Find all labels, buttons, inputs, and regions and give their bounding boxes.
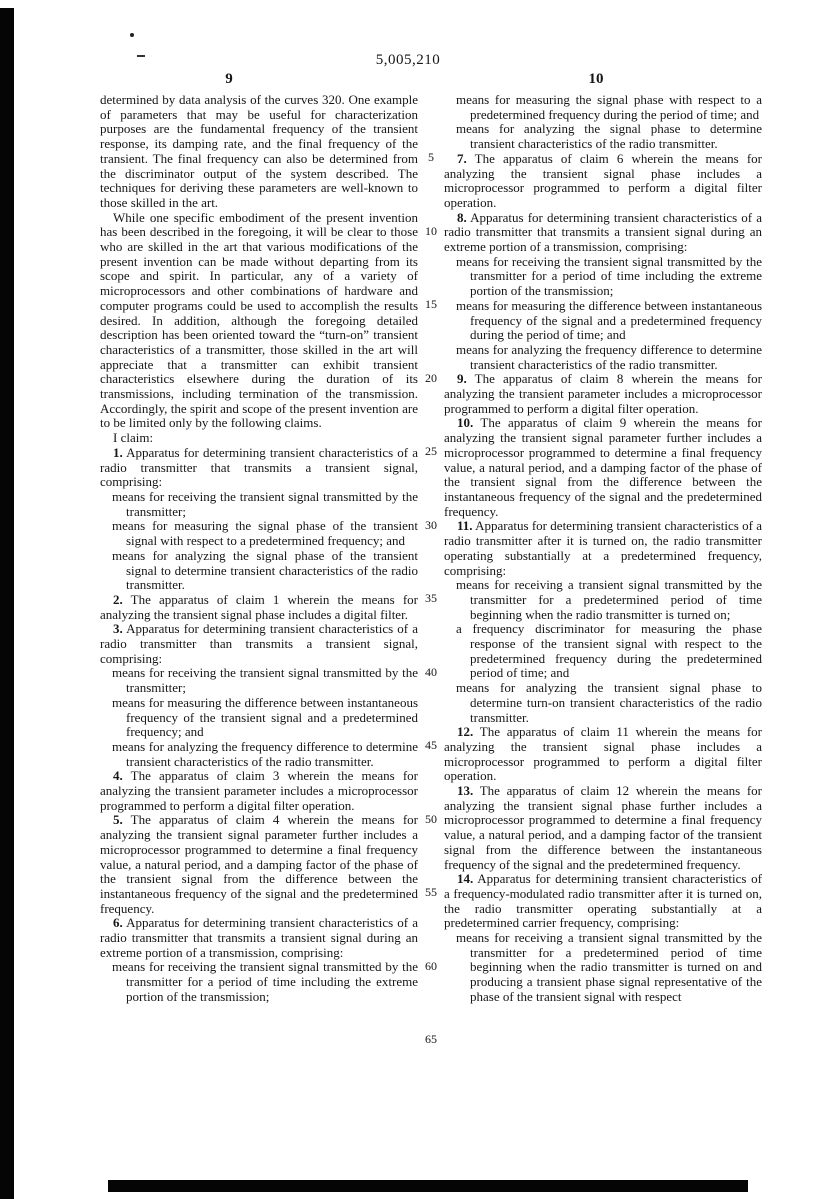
claim-paragraph: 6. Apparatus for determining transient characteristics of a radio transmitter that transmits a transient signal during an extreme portion of a transmission, comprising: — [100, 915, 418, 960]
paragraph: means for analyzing the transient signal phase to determine turn-on transient characteristics of the radio transmitter. — [456, 680, 762, 725]
claim-number: 1. — [113, 444, 123, 460]
claim-paragraph: 8. Apparatus for determining transient characteristics of a radio transmitter that transmits a transient signal during an extreme portion of a transmission, comprising: — [444, 209, 762, 255]
claim-number: 3. — [113, 621, 123, 637]
line-number: 30 — [425, 517, 437, 532]
paragraph: means for analyzing the signal phase to determine transient characteristics of the radio transmitter. — [456, 121, 762, 152]
claim-number: 13. — [457, 783, 474, 799]
claim-number: 14. — [457, 871, 474, 887]
claim-number: 11. — [457, 518, 473, 534]
claim-number: 7. — [457, 150, 467, 166]
claim-number: 10. — [457, 415, 474, 431]
claim-number: 6. — [113, 915, 123, 931]
paragraph: means for receiving a transient signal transmitted by the transmitter for a predetermined period of time beginning when the radio transmitter is turned on and producing a transient phase signal representative of the phase of the transient signal with respect — [456, 930, 762, 1004]
line-number: 35 — [425, 591, 437, 605]
left-text-column — [100, 93, 418, 1005]
paragraph: means for measuring the signal phase of the transient signal with respect to a predetermined frequency; and — [112, 518, 418, 549]
paragraph: means for measuring the difference between instantaneous frequency of the transient signal and a predetermined frequency; and — [112, 694, 418, 740]
paragraph: means for receiving the transient signal transmitted by the transmitter for a period of time including the extreme portion of the transmission; — [456, 253, 762, 299]
claim-number: 12. — [457, 724, 474, 740]
claim-paragraph: 4. The apparatus of claim 3 wherein the means for analyzing the transient parameter includes a microprocessor programmed to perform a digital filter operation. — [100, 768, 418, 813]
claim-number: 8. — [457, 209, 467, 225]
paragraph: a frequency discriminator for measuring the phase response of the transient signal with respect to the predetermined frequency during the predetermined period of time; and — [456, 621, 762, 681]
line-number: 55 — [425, 885, 437, 899]
right-text-column — [444, 93, 762, 1005]
claim-paragraph: 14. Apparatus for determining transient characteristics of a frequency-modulated radio transmitter after it is turned on, the radio transmitter operating substantially at a predetermined carrier frequency, comprising: — [444, 871, 762, 931]
claim-paragraph: 1. Apparatus for determining transient characteristics of a radio transmitter that transmits a transient signal, comprising: — [100, 444, 418, 490]
paragraph: means for measuring the difference between instantaneous frequency of the signal and a predetermined frequency during the period of time; and — [456, 297, 762, 343]
paragraph: means for receiving the transient signal transmitted by the transmitter for a period of time including the extreme portion of the transmission; — [112, 959, 418, 1004]
line-number: 45 — [425, 738, 437, 752]
paragraph: means for analyzing the frequency difference to determine transient characteristics of the radio transmitter. — [112, 738, 418, 769]
claim-number: 5. — [113, 812, 123, 828]
scan-artifact-dot — [130, 33, 134, 37]
claim-number: 4. — [113, 768, 123, 784]
paragraph: means for analyzing the signal phase of the transient signal to determine transient characteristics of the radio transmitter. — [112, 547, 418, 593]
patent-number: 5,005,210 — [375, 52, 441, 68]
line-number: 40 — [425, 664, 437, 679]
column-number-right: 10 — [588, 71, 604, 87]
claim-paragraph: 13. The apparatus of claim 12 wherein the means for analyzing the transient signal phase further includes a microprocessor programmed to determine a final frequency value, a natural period, and a damping factor of the transient signal from the difference between the instantaneous frequency of the signal and the predetermined frequency. — [444, 783, 762, 872]
line-number: 20 — [425, 370, 437, 385]
line-number: 10 — [425, 223, 437, 238]
paragraph: While one specific embodiment of the present invention has been described in the foregoing, it will be clear to those who are skilled in the art that various modifications of the present invention can be made without departing from its scope and spirit. In particular, any of a variety of microprocessors and other combinations of hardware and computer programs could be used to accomplish the results desired. In addition, although the foregoing detailed description has been oriented toward the “turn-on” transient characteristics of a transmitter, those skilled in the art will appreciate that a transmitter can exhibit transient characteristics elsewhere during the duration of its transmissions, including termination of the transmission. Accordingly, the spirit and scope of the present invention are to be limited only by the following claims. — [100, 209, 418, 431]
line-number-gutter — [418, 93, 444, 1093]
paragraph: means for receiving a transient signal transmitted by the transmitter for a predetermined period of time beginning when the radio transmitter is turned on; — [456, 577, 762, 622]
line-number: 25 — [425, 444, 437, 458]
claim-paragraph: 10. The apparatus of claim 9 wherein the means for analyzing the transient signal parameter further includes a microprocessor programmed to determine a final frequency value, a natural period, and a damping factor of the phase of the transient signal from the difference between the instantaneous frequency of the signal and the predetermined frequency. — [444, 415, 762, 519]
claim-paragraph: 7. The apparatus of claim 6 wherein the means for analyzing the transient signal phase includes a microprocessor programmed to perform a digital filter operation. — [444, 150, 762, 210]
claim-paragraph: 5. The apparatus of claim 4 wherein the means for analyzing the transient signal parameter further includes a microprocessor programmed to determine a final frequency value, a natural period, and a damping factor of the phase of the transient signal from the difference between the instantaneous frequency of the signal and the predetermined frequency. — [100, 812, 418, 916]
paragraph: I claim: — [113, 430, 154, 446]
line-number: 50 — [425, 811, 437, 826]
line-number: 65 — [425, 1032, 437, 1046]
claim-paragraph: 2. The apparatus of claim 1 wherein the means for analyzing the transient signal phase includes a digital filter. — [100, 591, 418, 622]
paragraph: means for measuring the signal phase with respect to a predetermined frequency during the period of time; and — [456, 92, 762, 122]
line-number: 5 — [428, 150, 434, 164]
claim-number: 2. — [113, 591, 123, 607]
line-number: 15 — [425, 297, 437, 311]
claim-paragraph: 12. The apparatus of claim 11 wherein the means for analyzing the transient signal phase includes a microprocessor programmed to perform a digital filter operation. — [444, 724, 762, 784]
paragraph: means for receiving the transient signal transmitted by the transmitter; — [112, 665, 418, 696]
line-number: 60 — [425, 958, 437, 973]
claim-paragraph: 9. The apparatus of claim 8 wherein the means for analyzing the transient parameter includes a microprocessor programmed to perform a digital filter operation. — [444, 371, 762, 416]
column-number-left: 9 — [225, 71, 233, 87]
paragraph: means for receiving the transient signal transmitted by the transmitter; — [112, 488, 418, 519]
claim-paragraph: 3. Apparatus for determining transient characteristics of a radio transmitter than transmits a transient signal, comprising: — [100, 621, 418, 666]
claim-paragraph: 11. Apparatus for determining transient characteristics of a radio transmitter after it is turned on, the radio transmitter operating substantially at a predetermined frequency, comprising: — [444, 518, 762, 578]
scan-artifact-bottom-bar — [108, 1180, 748, 1192]
paragraph: determined by data analysis of the curves 320. One example of parameters that may be useful for characterization purposes are the fundamental frequency of the transient response, its damping rate, and the final frequency of the transient. The final frequency can also be determined from the discriminator output of the system described. The techniques for deriving these parameters are well-known to those skilled in the art. — [100, 92, 418, 210]
paragraph: means for analyzing the frequency difference to determine transient characteristics of the radio transmitter. — [456, 341, 762, 372]
claim-number: 9. — [457, 371, 467, 387]
scan-artifact-left-bar — [0, 8, 14, 1199]
